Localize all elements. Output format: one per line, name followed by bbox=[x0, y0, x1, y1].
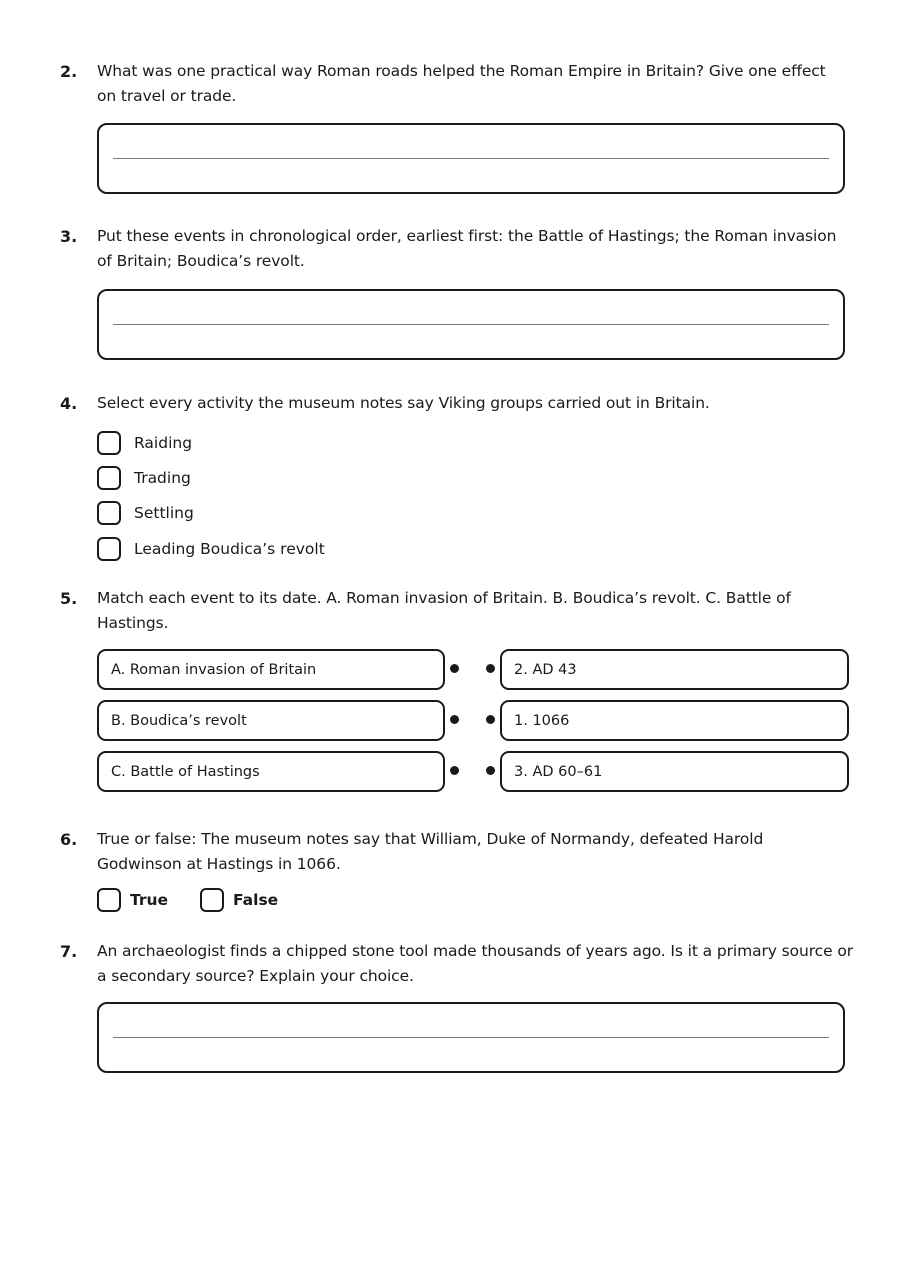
answer-line bbox=[113, 158, 829, 159]
match-left-item[interactable]: A. Roman invasion of Britain bbox=[97, 649, 445, 690]
question-number: 6. bbox=[60, 830, 78, 849]
question-text-line: of Britain; Boudica’s revolt. bbox=[97, 252, 305, 270]
match-right-dot[interactable] bbox=[486, 766, 495, 775]
option-false[interactable] bbox=[200, 887, 278, 913]
match-right-item[interactable]: 1. 1066 bbox=[500, 700, 849, 741]
checkbox[interactable] bbox=[200, 888, 224, 912]
checkbox[interactable] bbox=[97, 466, 121, 490]
option-trading[interactable] bbox=[97, 464, 191, 492]
question-text-line: Hastings. bbox=[97, 614, 169, 632]
option-label: Leading Boudica’s revolt bbox=[134, 540, 325, 558]
question-number: 4. bbox=[60, 394, 78, 413]
option-true[interactable] bbox=[97, 887, 168, 913]
question-text bbox=[97, 827, 857, 877]
answer-box-q2[interactable] bbox=[97, 123, 845, 194]
option-settling[interactable] bbox=[97, 499, 194, 527]
question-number: 7. bbox=[60, 942, 78, 961]
question-text bbox=[97, 59, 857, 109]
question-number: 5. bbox=[60, 589, 78, 608]
question-text-line: An archaeologist finds a chipped stone tool made thousands of years ago. Is it a primary source or bbox=[97, 942, 853, 960]
option-label: Settling bbox=[134, 504, 194, 522]
checkbox[interactable] bbox=[97, 501, 121, 525]
question-text-line: Select every activity the museum notes say Viking groups carried out in Britain. bbox=[97, 394, 710, 412]
option-label: Raiding bbox=[134, 434, 193, 452]
match-right-item[interactable]: 3. AD 60–61 bbox=[500, 751, 849, 792]
question-text bbox=[97, 224, 857, 274]
checkbox[interactable] bbox=[97, 431, 121, 455]
question-number: 2. bbox=[60, 62, 78, 81]
option-raiding[interactable] bbox=[97, 429, 192, 457]
question-text bbox=[97, 391, 857, 416]
answer-line bbox=[113, 324, 829, 325]
match-left-item[interactable]: B. Boudica’s revolt bbox=[97, 700, 445, 741]
question-text bbox=[97, 586, 857, 636]
option-label: Trading bbox=[134, 469, 191, 487]
match-left-dot[interactable] bbox=[450, 766, 459, 775]
match-right-dot[interactable] bbox=[486, 715, 495, 724]
match-right-item[interactable]: 2. AD 43 bbox=[500, 649, 849, 690]
question-text-line: Put these events in chronological order, earliest first: the Battle of Hastings; the Roman invasion bbox=[97, 227, 837, 245]
question-text-line: True or false: The museum notes say that William, Duke of Normandy, defeated Harold bbox=[97, 830, 764, 848]
question-number: 3. bbox=[60, 227, 78, 246]
match-left-item[interactable]: C. Battle of Hastings bbox=[97, 751, 445, 792]
match-left-dot[interactable] bbox=[450, 715, 459, 724]
checkbox[interactable] bbox=[97, 537, 121, 561]
match-right-dot[interactable] bbox=[486, 664, 495, 673]
option-label: True bbox=[130, 891, 169, 909]
option-leading-boudicas-revolt[interactable] bbox=[97, 535, 325, 563]
question-text bbox=[97, 939, 857, 989]
question-text-line: a secondary source? Explain your choice. bbox=[97, 967, 414, 985]
answer-box-q7[interactable] bbox=[97, 1002, 845, 1073]
answer-line bbox=[113, 1037, 829, 1038]
match-left-dot[interactable] bbox=[450, 664, 459, 673]
option-label: False bbox=[233, 891, 279, 909]
question-text-line: Match each event to its date. A. Roman invasion of Britain. B. Boudica’s revolt. C. Battle of bbox=[97, 589, 791, 607]
question-text-line: on travel or trade. bbox=[97, 87, 237, 105]
question-text-line: What was one practical way Roman roads helped the Roman Empire in Britain? Give one effect bbox=[97, 62, 826, 80]
question-text-line: Godwinson at Hastings in 1066. bbox=[97, 855, 341, 873]
answer-box-q3[interactable] bbox=[97, 289, 845, 360]
checkbox[interactable] bbox=[97, 888, 121, 912]
